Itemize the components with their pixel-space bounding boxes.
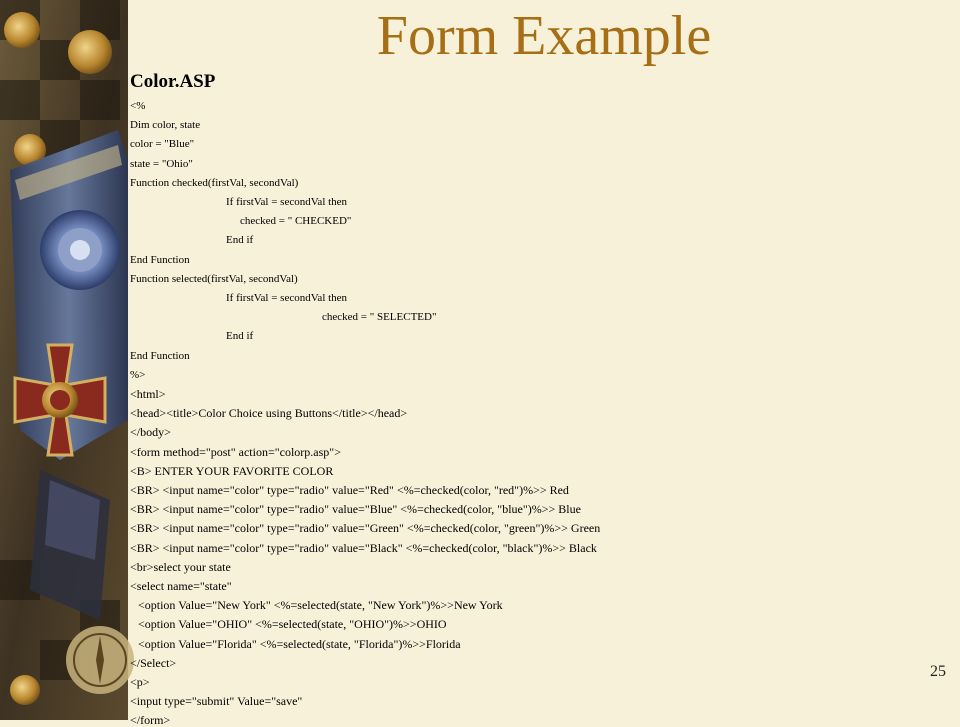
code-line: Dim color, state (130, 119, 201, 132)
code-line: End if (226, 330, 254, 343)
code-line: Function selected(firstVal, secondVal) (130, 272, 298, 285)
code-line: <option Value="OHIO" <%=selected(state, "OHIO")%>>OHIO (138, 617, 447, 632)
code-line: <BR> <input name="color" type="radio" value="Black" <%=checked(color, "black")%>> Black (130, 540, 597, 555)
code-line: End Function (130, 349, 190, 362)
code-line: <option Value="New York" <%=selected(state, "New York")%>>New York (138, 598, 503, 613)
code-line: <BR> <input name="color" type="radio" value="Blue" <%=checked(color, "blue")%>> Blue (130, 502, 581, 517)
code-line: <p> (130, 675, 150, 689)
code-line: checked = " SELECTED" (322, 311, 437, 324)
medal-decoration-image (0, 0, 128, 720)
code-line: checked = " CHECKED" (240, 215, 352, 228)
code-line: End Function (130, 253, 190, 266)
code-line: <option Value="Florida" <%=selected(state, "Florida")%>>Florida (138, 636, 461, 651)
code-line: <head><title>Color Choice using Buttons</title></head> (130, 406, 408, 421)
code-line: </form> (130, 713, 171, 727)
code-line: <BR> <input name="color" type="radio" value="Red" <%=checked(color, "red")%>> Red (130, 483, 569, 497)
code-line: Function checked(firstVal, secondVal) (130, 176, 299, 189)
code-line: state = "Ohio" (130, 157, 193, 170)
code-line: End if (226, 234, 254, 247)
code-line: <BR> <input name="color" type="radio" value="Green" <%=checked(color, "green")%>> Green (130, 521, 601, 536)
code-line: %> (130, 368, 146, 381)
code-line: If firstVal = secondVal then (226, 292, 348, 304)
code-line: <% (130, 100, 146, 112)
page-number: 25 (930, 663, 946, 680)
code-line: </body> (130, 425, 171, 440)
code-line: <input type="submit" Value="save" (130, 694, 303, 709)
slide-subtitle: Color.ASP (130, 71, 216, 92)
code-line: <html> (130, 387, 166, 401)
code-line: If firstVal = secondVal then (226, 196, 348, 208)
code-line: color = "Blue" (130, 138, 195, 151)
code-line: <br>select your state (130, 559, 231, 574)
slide-title: Form Example (376, 5, 712, 67)
code-line: <B> ENTER YOUR FAVORITE COLOR (130, 463, 334, 478)
code-line: </Select> (130, 655, 177, 670)
code-line: <form method="post" action="colorp.asp"> (130, 444, 341, 459)
code-line: <select name="state" (130, 579, 232, 593)
medal-artwork (0, 0, 128, 720)
